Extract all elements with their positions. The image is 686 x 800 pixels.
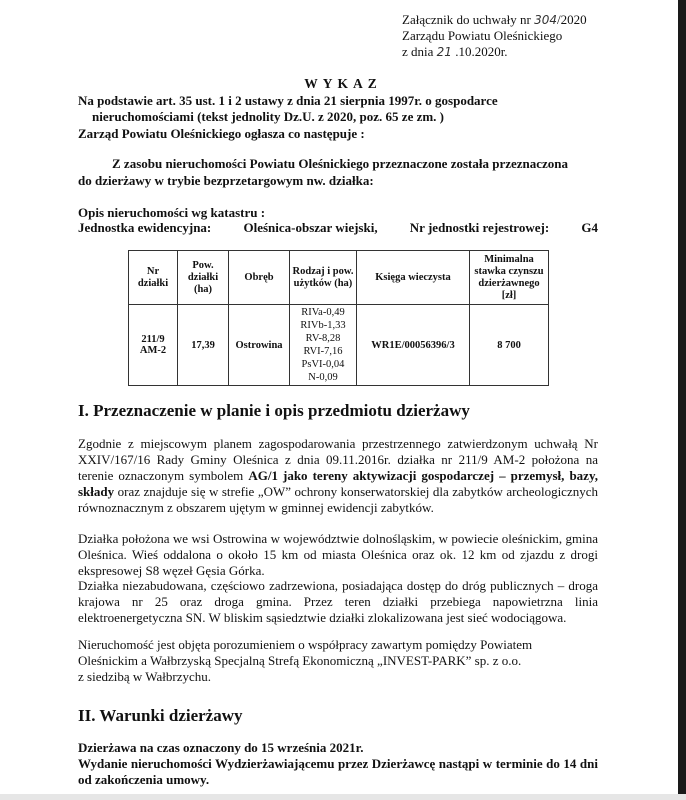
section-2-handover: Wydanie nieruchomości Wydzierżawiającemu przez Dzierżawcę nastąpi w terminie do 14 dni od zakończenia umowy. [78, 756, 598, 787]
col-header-area: Pow. działki (ha) [178, 251, 229, 305]
attachment-header [402, 12, 587, 60]
registry-unit-line: Jednostka ewidencyjna: Oleśnica-obszar wiejski, Nr jednostki rejestrowej: G4 [78, 220, 598, 235]
cell-area: 17,39 [178, 305, 229, 386]
document-title: WYKAZ [304, 76, 382, 91]
cell-precinct: Ostrowina [229, 305, 290, 386]
section-1-agreement-paragraph: Nieruchomość jest objęta porozumieniem o współpracy zawartym pomiędzy Powiatem Oleśnickim a Wałbrzyską Specjalną Strefą Ekonomiczną „INVEST-PARK” sp. z o.o. z siedzibą w Wałbrzychu. [78, 637, 533, 684]
land-use-item: RIVa-0,49 [301, 307, 345, 318]
col-header-land-register: Księga wieczysta [357, 251, 470, 305]
header-line-2: Zarządu Powiatu Oleśnickiego [402, 28, 563, 43]
col-header-land-use: Rodzaj i pow. użytków (ha) [290, 251, 357, 305]
scan-edge-right [678, 0, 686, 800]
cell-min-rent: 8 700 [470, 305, 549, 386]
section-2-term: Dzierżawa na czas oznaczony do 15 września 2021r. [78, 740, 364, 755]
section-1-description-paragraph: Działka niezabudowana, częściowo zadrzewiona, posiadająca dostęp do dróg publicznych – droga krajowa nr 25 oraz droga gmina. Przez teren działki przebiega napowietrzna linia elektroenergetyczna SN. W bliskim sąsiedztwie działki zlokalizowana jest sieć wodociągowa. [78, 578, 598, 625]
table-row [129, 305, 549, 386]
col-header-min-rent: Minimalna stawka czynszu dzierżawnego [zł] [470, 251, 549, 305]
parcel-table [128, 250, 549, 386]
col-header-precinct: Obręb [229, 251, 290, 305]
table-header-row [129, 251, 549, 305]
land-use-item: N-0,09 [308, 372, 338, 383]
header-line-1: Załącznik do uchwały nr 304/2020 [402, 12, 587, 27]
land-use-item: RVI-7,16 [303, 346, 343, 357]
cadastre-heading: Opis nieruchomości wg katastru : [78, 205, 266, 220]
land-use-item: RIVb-1,33 [300, 320, 346, 331]
section-1-heading: I. Przeznaczenie w planie i opis przedmiotu dzierżawy [78, 401, 470, 420]
scan-edge-bottom [0, 794, 686, 800]
handwritten-resolution-number: 304 [534, 13, 558, 27]
header-line-3: z dnia 21 .10.2020r. [402, 44, 508, 59]
lease-intro: Z zasobu nieruchomości Powiatu Oleśnickiego przeznaczone została przeznaczona do dzierżawy w trybie bezprzetargowym nw. działka: [78, 156, 569, 188]
cell-land-use [290, 305, 357, 386]
land-use-item: RV-8,28 [305, 333, 341, 344]
cell-land-register: WR1E/00056396/3 [357, 305, 470, 386]
handwritten-day: 21 [436, 45, 452, 59]
land-use-item: PsVI-0,04 [301, 359, 345, 370]
section-1-plan-paragraph: Zgodnie z miejscowym planem zagospodarowania przestrzennego zatwierdzonym uchwałą Nr XXIV/167/16 Rady Gminy Oleśnica z dnia 09.11.2016r. działka nr 211/9 AM-2 położona na terenie oznaczonym symbolem AG/1 jako tereny aktywizacji gospodarczej – przemysł, bazy, składy oraz znajduje się w strefie „OW” ochrony konserwatorskiej dla zabytków archeologicznych równoznacznym z obszarem ujętym w gminnej ewidencji zabytków. [78, 436, 598, 515]
legal-basis: Na podstawie art. 35 ust. 1 i 2 ustawy z dnia 21 sierpnia 1997r. o gospodarce nieruchomościami (tekst jednolity Dz.U. z 2020, poz. 65 ze zm. ) [78, 93, 498, 124]
section-1-location-paragraph: Działka położona we wsi Ostrowina w województwie dolnośląskim, w powiecie oleśnickim, gmina Oleśnica. Wieś oddalona o około 15 km od miasta Oleśnica oraz ok. 12 km od zjazdu z drogi ekspresowej S8 węzeł Gęsia Górka. [78, 531, 598, 578]
cell-parcel-no: 211/9 AM-2 [129, 305, 178, 386]
board-announcement: Zarząd Powiatu Oleśnickiego ogłasza co następuje : [78, 126, 365, 141]
section-2-heading: II. Warunki dzierżawy [78, 706, 243, 725]
col-header-parcel-no: Nr działki [129, 251, 178, 305]
